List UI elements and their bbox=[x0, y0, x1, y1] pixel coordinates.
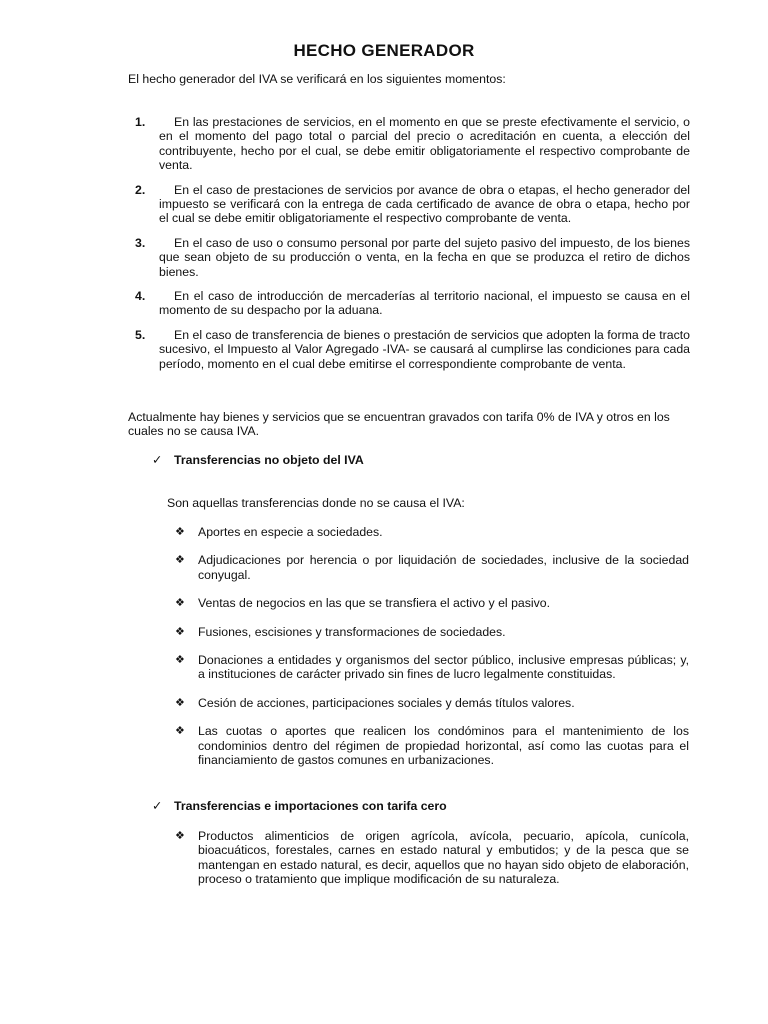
diamond-bullet-icon: ❖ bbox=[175, 526, 185, 538]
intro-paragraph: El hecho generador del IVA se verificará en los siguientes momentos: bbox=[128, 72, 506, 86]
bullet-text: Ventas de negocios en las que se transfiera el activo y el pasivo. bbox=[198, 596, 551, 611]
section-intro: Son aquellas transferencias donde no se causa el IVA: bbox=[167, 496, 465, 510]
diamond-bullet-icon: ❖ bbox=[175, 625, 185, 638]
numbered-item bbox=[135, 328, 690, 371]
item-number: 5. bbox=[135, 327, 146, 342]
bullet-text: Aportes en especie a sociedades. bbox=[198, 525, 383, 539]
bullet-item bbox=[175, 525, 689, 539]
section-heading-tarifa-cero bbox=[152, 799, 447, 813]
bullet-item bbox=[175, 625, 689, 639]
bullet-text: Las cuotas o aportes que realicen los condóminos para el mantenimiento de los condominios dentro del régimen de propiedad horizontal, así como las cuotas para el financiamiento de gastos comunes en urbanizaciones. bbox=[198, 724, 689, 768]
tariff-paragraph: Actualmente hay bienes y servicios que se encuentran gravados con tarifa 0% de IVA y otros en los cuales no se causa IVA. bbox=[128, 410, 670, 439]
item-number: 2. bbox=[135, 182, 146, 197]
diamond-bullet-icon: ❖ bbox=[175, 830, 185, 842]
diamond-bullet-icon: ❖ bbox=[175, 696, 185, 709]
numbered-item bbox=[135, 115, 690, 173]
section-heading-no-objeto bbox=[152, 453, 364, 467]
diamond-bullet-icon: ❖ bbox=[175, 725, 185, 738]
bullet-text: Adjudicaciones por herencia o por liquidación de sociedades, inclusive de la sociedad conyugal. bbox=[198, 553, 689, 582]
bullet-text: Productos alimenticios de origen agrícola, avícola, pecuario, apícola, cunícola, bioacuáticos, forestales, carnes en estado natural y embutidos; y de la pesca que se mantengan en estado natural, es decir, aquellos que no hayan sido objeto de elaboración, proceso o tratamiento que implique modificación de su naturaleza. bbox=[198, 829, 689, 887]
numbered-list bbox=[135, 115, 690, 381]
bullet-item bbox=[175, 829, 689, 887]
section-heading-label: Transferencias e importaciones con tarifa cero bbox=[174, 799, 447, 813]
diamond-bullet-icon: ❖ bbox=[175, 654, 185, 667]
checkmark-icon: ✓ bbox=[152, 799, 163, 813]
item-text: En el caso de uso o consumo personal por parte del sujeto pasivo del impuesto, de los bienes que sean objeto de su producción o venta, en la fecha en que se produzca el retiro de dichos bienes. bbox=[159, 235, 690, 279]
item-text: En el caso de introducción de mercaderías al territorio nacional, el impuesto se causa en el momento de su despacho por la aduana. bbox=[159, 289, 690, 318]
item-text: En el caso de transferencia de bienes o prestación de servicios que adopten la forma de tracto sucesivo, el Impuesto al Valor Agregado -IVA- se causará al cumplirse las condiciones para cada período, momento en el cual debe emitirse el correspondiente comprobante de venta. bbox=[159, 327, 690, 371]
diamond-bullet-icon: ❖ bbox=[175, 597, 185, 610]
item-number: 4. bbox=[135, 289, 146, 304]
bullet-list-tarifa-cero bbox=[175, 829, 689, 901]
item-text: En las prestaciones de servicios, en el momento en que se preste efectivamente el servicio, o en el momento del pago total o parcial del precio o acreditación en cuenta, a elección del contribuyente, hecho por el cual, se debe emitir obligatoriamente el respectivo comprobante de venta. bbox=[159, 115, 690, 173]
numbered-item bbox=[135, 236, 690, 279]
bullet-item bbox=[175, 653, 689, 682]
bullet-item bbox=[175, 553, 689, 582]
bullet-item bbox=[175, 696, 689, 710]
item-number: 1. bbox=[135, 115, 146, 129]
numbered-item bbox=[135, 289, 690, 318]
bullet-item bbox=[175, 596, 689, 610]
bullet-text: Cesión de acciones, participaciones sociales y demás títulos valores. bbox=[198, 695, 575, 710]
bullet-list-no-objeto bbox=[175, 525, 689, 781]
page-title: HECHO GENERADOR bbox=[293, 41, 475, 60]
diamond-bullet-icon: ❖ bbox=[175, 554, 185, 567]
bullet-item bbox=[175, 724, 689, 767]
bullet-text: Donaciones a entidades y organismos del sector público, inclusive empresas públicas; y, a instituciones de carácter privado sin fines de lucro legalmente constituidas. bbox=[198, 653, 689, 682]
item-number: 3. bbox=[135, 235, 146, 250]
item-text: En el caso de prestaciones de servicios por avance de obra o etapas, el hecho generador del impuesto se verificará con la entrega de cada certificado de avance de obra o etapa, hecho por el cual se debe emitir obligatoriamente el respectivo comprobante de venta. bbox=[159, 182, 690, 226]
section-heading-label: Transferencias no objeto del IVA bbox=[174, 453, 364, 467]
bullet-text: Fusiones, escisiones y transformaciones de sociedades. bbox=[198, 624, 506, 639]
checkmark-icon: ✓ bbox=[152, 453, 163, 467]
numbered-item bbox=[135, 183, 690, 226]
